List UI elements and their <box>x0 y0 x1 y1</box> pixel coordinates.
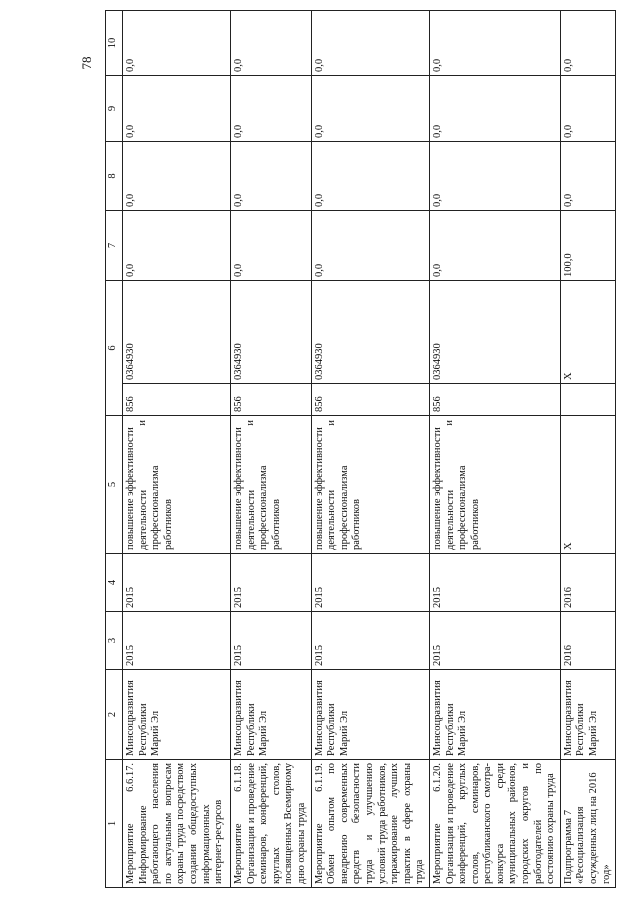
value-col-7: 0,0 <box>123 211 231 281</box>
header-row <box>106 11 123 888</box>
value-col-10: 0,0 <box>123 11 231 76</box>
budget-code: 856 <box>429 384 560 416</box>
value-col-8: 0,0 <box>560 142 615 211</box>
end-year: 2015 <box>429 554 560 612</box>
col-header-4: 4 <box>106 554 123 612</box>
value-col-8: 0,0 <box>123 142 231 211</box>
start-year: 2015 <box>231 612 312 670</box>
budget-code-2: 0364930 <box>123 281 231 384</box>
result-text: X <box>562 542 574 550</box>
result-text: повышение эффективности деятельности профессионализма работников <box>125 427 174 550</box>
result-mark: и <box>245 420 256 426</box>
budget-code <box>560 384 615 416</box>
value-col-10: 0,0 <box>311 11 429 76</box>
budget-code-2: 0364930 <box>429 281 560 384</box>
value-col-10: 0,0 <box>560 11 615 76</box>
expected-result <box>429 416 560 554</box>
start-year: 2015 <box>429 612 560 670</box>
result-text: повышение эффективности деятельности профессионализма работников <box>313 427 363 550</box>
measure-name: Мероприятие 6.1.19. Обмен опытом по внедрению современных средств безопасности труда и улучшению условий труда работников, тиражирование лучших практик в сфере охраны труда <box>311 760 429 888</box>
col-header-6: 6 <box>106 281 123 416</box>
value-col-8: 0,0 <box>429 142 560 211</box>
budget-code: 856 <box>123 384 231 416</box>
col-header-8: 8 <box>106 142 123 211</box>
expected-result <box>311 416 429 554</box>
value-col-8: 0,0 <box>311 142 429 211</box>
end-year: 2015 <box>231 554 312 612</box>
budget-code-2: X <box>560 281 615 384</box>
result-mark: и <box>325 420 337 426</box>
col-header-7: 7 <box>106 211 123 281</box>
rotated-table-sheet <box>105 11 635 888</box>
executor: Минсоцразвития Республики Марий Эл <box>123 670 231 760</box>
end-year: 2015 <box>311 554 429 612</box>
result-mark: и <box>137 420 148 426</box>
value-col-9: 0,0 <box>311 76 429 142</box>
table-row <box>311 11 429 888</box>
value-col-7: 0,0 <box>311 211 429 281</box>
result-mark: и <box>443 420 455 426</box>
value-col-9: 0,0 <box>231 76 312 142</box>
expected-result <box>123 416 231 554</box>
value-col-9: 0,0 <box>123 76 231 142</box>
table-row <box>560 11 615 888</box>
col-header-2: 2 <box>106 670 123 760</box>
result-text: повышение эффективности деятельности профессионализма работников <box>431 427 481 550</box>
table-row <box>123 11 231 888</box>
col-header-9: 9 <box>106 76 123 142</box>
measure-name: Мероприятие 6.6.17. Информирование работающего населения по актуальным вопросам охраны труда посредством создания общедоступных информационных интернет-ресурсов <box>123 760 231 888</box>
value-col-10: 0,0 <box>429 11 560 76</box>
col-header-5: 5 <box>106 416 123 554</box>
executor: Минсоцразвития Республики Марий Эл <box>429 670 560 760</box>
table-row <box>429 11 560 888</box>
end-year: 2016 <box>560 554 615 612</box>
executor: Минсоцразвития Республики Марий Эл <box>231 670 312 760</box>
measure-name: Мероприятие 6.1.20. Организация и проведение конференций, круглых столов, семинаров, республиканского смотра-конкурса среди муниципальных районов, городских округов и работодателей по состоянию охраны труда <box>429 760 560 888</box>
end-year: 2015 <box>123 554 231 612</box>
measure-name: Мероприятие 6.1.18. Организация и проведение семинаров, конференций, круглых столов, посвященных Всемирному дню охраны труда <box>231 760 312 888</box>
value-col-10: 0,0 <box>231 11 312 76</box>
value-col-9: 0,0 <box>560 76 615 142</box>
executor: Минсоцразвития Республики Марий Эл <box>311 670 429 760</box>
program-table <box>105 10 616 888</box>
start-year: 2016 <box>560 612 615 670</box>
value-col-7: 0,0 <box>429 211 560 281</box>
budget-code: 856 <box>231 384 312 416</box>
budget-code-2: 0364930 <box>311 281 429 384</box>
executor: Минсоцразвития Республики Марий Эл <box>560 670 615 760</box>
value-col-7: 100,0 <box>560 211 615 281</box>
value-col-8: 0,0 <box>231 142 312 211</box>
result-text: повышение эффективности деятельности профессионализма работников <box>233 427 282 550</box>
budget-code-2: 0364930 <box>231 281 312 384</box>
col-header-10: 10 <box>106 11 123 76</box>
value-col-9: 0,0 <box>429 76 560 142</box>
expected-result <box>231 416 312 554</box>
start-year: 2015 <box>123 612 231 670</box>
start-year: 2015 <box>311 612 429 670</box>
expected-result <box>560 416 615 554</box>
value-col-7: 0,0 <box>231 211 312 281</box>
col-header-3: 3 <box>106 612 123 670</box>
col-header-1: 1 <box>106 760 123 888</box>
page-number: 78 <box>79 56 94 70</box>
budget-code: 856 <box>311 384 429 416</box>
measure-name: Подпрограмма 7 «Ресоциализация осужденных лиц на 2016 год» <box>560 760 615 888</box>
table-row <box>231 11 312 888</box>
